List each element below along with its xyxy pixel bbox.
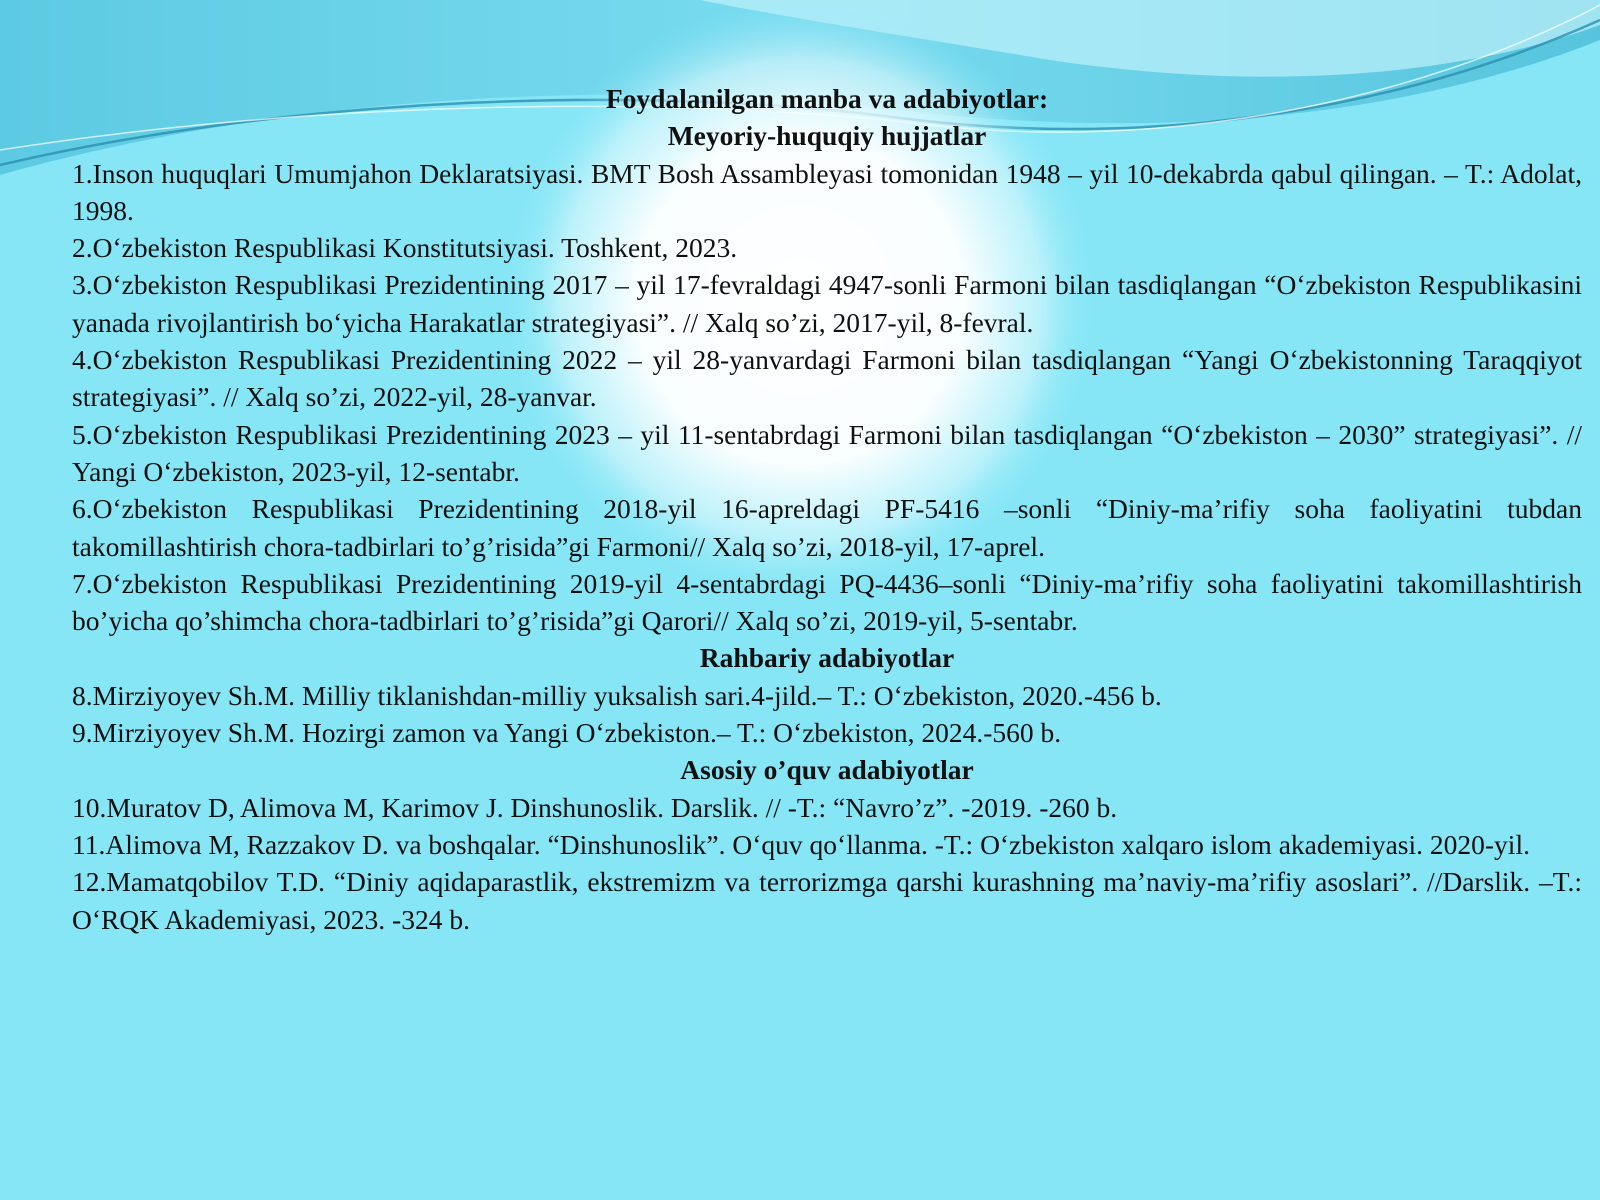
- reference-item: 1.Inson huquqlari Umumjahon Deklaratsiyasi. BMT Bosh Assambleyasi tomonidan 1948 – yil 10-dekabrda qabul qilingan. – T.: Adolat, 1998.: [72, 157, 1582, 226]
- document-content: [72, 80, 1582, 938]
- reference-item: 5.O‘zbekiston Respublikasi Prezidentining 2023 – yil 11-sentabrdagi Farmoni bilan tasdiqlangan “O‘zbekiston – 2030” strategiyasi”. // Yangi O‘zbekiston, 2023-yil, 12-sentabr.: [72, 418, 1582, 487]
- reference-item: 10.Muratov D, Alimova M, Karimov J. Dinshunoslik. Darslik. // -T.: “Navro’z”. -2019. -260 b.: [72, 791, 1118, 823]
- reference-item: 9.Mirziyoyev Sh.M. Hozirgi zamon va Yangi O‘zbekiston.– T.: O‘zbekiston, 2024.-560 b.: [72, 717, 1062, 749]
- reference-item: 8.Mirziyoyev Sh.M. Milliy tiklanishdan-milliy yuksalish sari.4-jild.– T.: O‘zbekiston, 2020.-456 b.: [72, 679, 1162, 711]
- reference-item: 11.Alimova M, Razzakov D. va boshqalar. “Dinshunoslik”. O‘quv qo‘llanma. -T.: O‘zbekiston xalqaro islom akademiyasi. 2020-yil.: [72, 828, 1530, 860]
- reference-item: 2.O‘zbekiston Respublikasi Konstitutsiyasi. Toshkent, 2023.: [72, 232, 738, 264]
- section-heading: Rahbariy adabiyotlar: [699, 642, 955, 674]
- page-title: Foydalanilgan manba va adabiyotlar:: [605, 83, 1049, 114]
- reference-item: 4.O‘zbekiston Respublikasi Prezidentining 2022 – yil 28-yanvardagi Farmoni bilan tasdiqlangan “Yangi O‘zbekistonning Taraqqiyot strategiyasi”. // Xalq so’zi, 2022-yil, 28-yanvar.: [72, 344, 1582, 413]
- reference-item: 6.O‘zbekiston Respublikasi Prezidentining 2018-yil 16-apreldagi PF-5416 –sonli “Diniy-ma’rifiy soha faoliyatini tubdan takomillashtirish chora-tadbirlari to’g’risida”gi Farmoni// Xalq so’zi, 2018-yil, 17-aprel.: [72, 493, 1582, 562]
- reference-item: 12.Mamatqobilov T.D. “Diniy aqidaparastlik, ekstremizm va terrorizmga qarshi kurashning ma’naviy-ma’rifiy asoslari”. //Darslik. –T.: O‘RQK Akademiyasi, 2023. -324 b.: [72, 866, 1582, 935]
- section-heading: Asosiy o’quv adabiyotlar: [680, 754, 974, 786]
- section-heading: Meyoriy-huquqiy hujjatlar: [667, 120, 987, 152]
- reference-item: 3.O‘zbekiston Respublikasi Prezidentining 2017 – yil 17-fevraldagi 4947-sonli Farmoni bilan tasdiqlangan “O‘zbekiston Respublikasini yanada rivojlantirish bo‘yicha Harakatlar strategiyasi”. // Xalq so’zi, 2017-yil, 8-fevral.: [72, 269, 1582, 338]
- reference-item: 7.O‘zbekiston Respublikasi Prezidentining 2019-yil 4-sentabrdagi PQ-4436–sonli “Diniy-ma’rifiy soha faoliyatini takomillashtirish bo’yicha qo’shimcha chora-tadbirlari to’g’risida”gi Qarori// Xalq so’zi, 2019-yil, 5-sentabr.: [72, 567, 1582, 637]
